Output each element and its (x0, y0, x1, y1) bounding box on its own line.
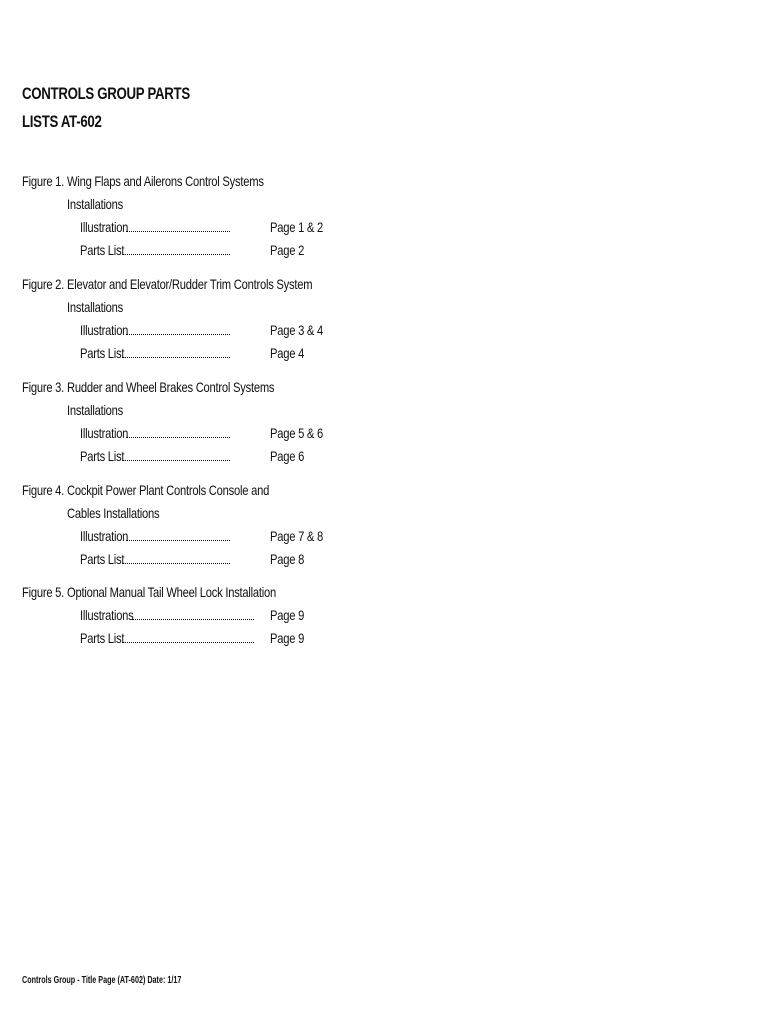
page-title-line-1: CONTROLS GROUP PARTS (22, 84, 190, 103)
dot-leader (122, 357, 230, 358)
figure-title: Wing Flaps and Ailerons Control Systems (67, 173, 264, 189)
toc-item-label: Parts List (80, 242, 125, 258)
figure-label: Figure 2. (22, 276, 65, 292)
page-title-line-2: LISTS AT-602 (22, 112, 102, 131)
toc-item-label: Parts List (80, 551, 125, 567)
dot-leader (122, 460, 230, 461)
toc-item-label: Parts List (80, 630, 125, 646)
toc-item-label: Illustration (80, 528, 129, 544)
figure-label: Figure 3. (22, 379, 65, 395)
figure-label: Figure 4. (22, 482, 65, 498)
toc-row-parts-list[interactable] (80, 627, 340, 650)
figure-title-continued: Installations (67, 402, 124, 418)
page-reference: Page 9 (270, 607, 305, 623)
toc-row-illustration[interactable] (80, 216, 340, 239)
toc-row-parts-list[interactable] (80, 342, 340, 365)
figure-title: Elevator and Elevator/Rudder Trim Controls System (67, 276, 313, 292)
page-reference: Page 6 (270, 448, 305, 464)
dot-leader (126, 231, 230, 232)
toc-item-label: Illustration (80, 219, 129, 235)
page-reference: Page 3 & 4 (270, 322, 324, 338)
toc-item-label: Illustrations (80, 607, 134, 623)
toc-row-parts-list[interactable] (80, 445, 340, 468)
dot-leader (122, 254, 230, 255)
toc-item-label: Illustration (80, 425, 129, 441)
figure-label: Figure 1. (22, 173, 65, 189)
dot-leader (126, 334, 230, 335)
dot-leader (126, 540, 230, 541)
page-reference: Page 8 (270, 551, 305, 567)
figure-label: Figure 5. (22, 584, 65, 600)
page-reference: Page 1 & 2 (270, 219, 324, 235)
dot-leader (122, 563, 230, 564)
figure-title-continued: Cables Installations (67, 505, 160, 521)
figure-title: Cockpit Power Plant Controls Console and (67, 482, 270, 498)
page-reference: Page 2 (270, 242, 305, 258)
toc-row-illustration[interactable] (80, 319, 340, 342)
dot-leader (126, 437, 230, 438)
dot-leader (122, 642, 254, 643)
toc-item-label: Parts List (80, 345, 125, 361)
toc-item-label: Illustration (80, 322, 129, 338)
page-title (22, 80, 190, 136)
figure-title-continued: Installations (67, 196, 124, 212)
page-reference: Page 5 & 6 (270, 425, 324, 441)
toc-row-illustrations[interactable] (80, 604, 340, 627)
dot-leader (132, 619, 254, 620)
page-reference: Page 7 & 8 (270, 528, 324, 544)
toc-row-illustration[interactable] (80, 422, 340, 445)
figure-title-continued: Installations (67, 299, 124, 315)
toc-row-illustration[interactable] (80, 525, 340, 548)
toc-row-parts-list[interactable] (80, 239, 340, 262)
page-footer: Controls Group - Title Page (AT-602) Date: 1/17 (22, 975, 182, 986)
toc-row-parts-list[interactable] (80, 548, 340, 571)
figure-title: Rudder and Wheel Brakes Control Systems (67, 379, 275, 395)
page-reference: Page 4 (270, 345, 305, 361)
page-reference: Page 9 (270, 630, 305, 646)
toc-item-label: Parts List (80, 448, 125, 464)
figure-title: Optional Manual Tail Wheel Lock Installation (67, 584, 276, 600)
